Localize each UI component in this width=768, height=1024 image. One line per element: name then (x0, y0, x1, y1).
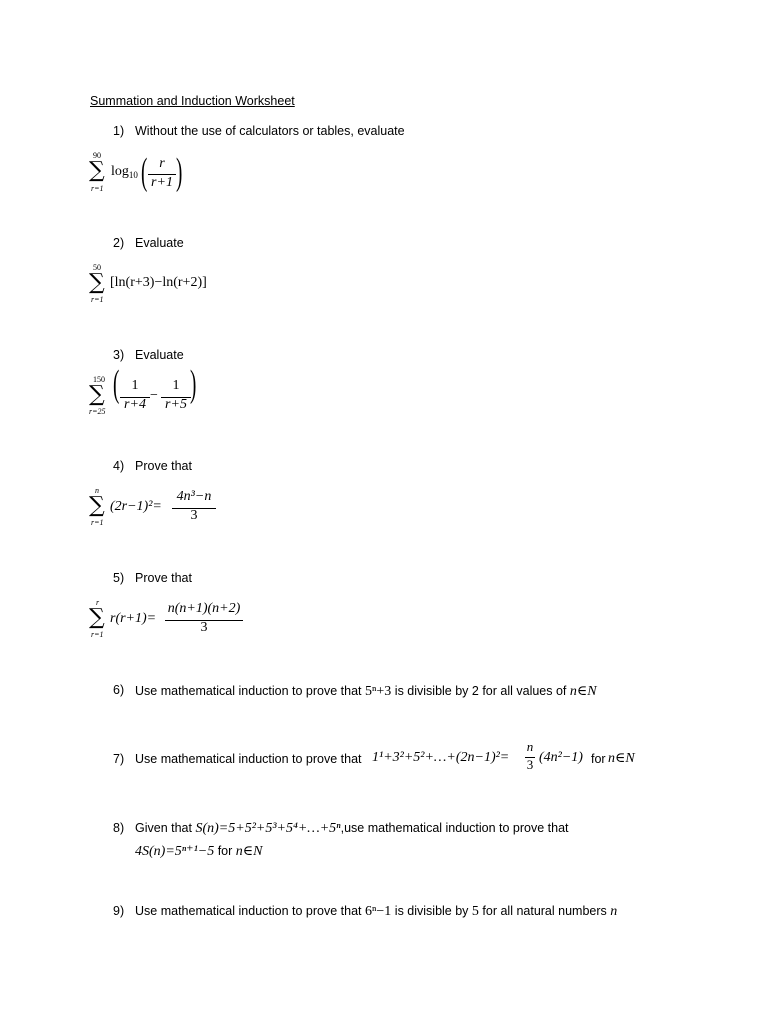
question-number: 5) (113, 571, 125, 585)
fraction-numerator: r (159, 156, 165, 171)
left-paren: ( (141, 151, 148, 193)
equation-lhs: 1¹+3²+5²+…+(2n−1)²= (372, 750, 510, 765)
sum-lower-limit: r=1 (91, 630, 104, 639)
inline-formula: 5ⁿ+3 (365, 684, 392, 699)
fraction-denominator: 3 (200, 620, 208, 635)
sum-lower-limit: r=1 (91, 518, 104, 527)
question-text-line2: 4S(n)=5ⁿ⁺¹−5 for n∈N (135, 844, 263, 859)
inline-formula: 4S(n)=5ⁿ⁺¹−5 (135, 844, 215, 859)
inline-formula: n∈N (569, 684, 597, 699)
question-text: Evaluate (135, 236, 184, 250)
fraction-numerator: n (526, 739, 534, 754)
inline-formula: n∈N (608, 751, 635, 766)
sum-upper-limit: r (96, 598, 100, 607)
fraction-numerator: n(n+1)(n+2) (167, 601, 241, 616)
summand: [ln(r+3)−ln(r+2)] (110, 275, 207, 290)
fraction-numerator: 1 (172, 378, 180, 393)
inline-formula: 6ⁿ−1 (365, 904, 392, 919)
sum-lower-limit: r=1 (91, 295, 104, 304)
question-text: Use mathematical induction to prove that (135, 752, 362, 766)
fraction-denominator: r+5 (165, 397, 187, 412)
sum-lower-limit: r=1 (91, 184, 104, 193)
question-text: for (591, 752, 606, 766)
sum-upper-limit: 150 (93, 375, 105, 384)
fraction-numerator: 4n³−n (176, 489, 212, 504)
sigma-symbol: ∑ (89, 605, 105, 630)
question-number: 4) (113, 459, 125, 473)
question-number: 6) (113, 683, 125, 697)
left-paren: ( (113, 363, 120, 405)
fraction-denominator: 3 (526, 757, 534, 772)
log-function: $\log_{10}$ (111, 164, 138, 180)
fraction-denominator: r+4 (124, 397, 146, 412)
sigma-symbol: ∑ (89, 270, 105, 295)
inline-formula: n (610, 904, 618, 919)
sigma-symbol: ∑ (89, 158, 105, 183)
question-number: 7) (113, 752, 125, 766)
question-text: Prove that (135, 459, 192, 473)
sum-lower-limit: r=25 (89, 407, 106, 416)
inline-formula: 5 (471, 904, 479, 919)
question-text: Use mathematical induction to prove that 5ⁿ+3 is divisible by 2 for all values of n∈N (135, 684, 597, 699)
equation-rhs: (4n²−1) (539, 750, 583, 765)
question-text: Prove that (135, 571, 192, 585)
sigma-symbol: ∑ (89, 382, 105, 407)
question-number: 8) (113, 821, 125, 835)
minus-sign: − (150, 388, 158, 403)
fraction-denominator: r+1 (151, 175, 173, 190)
sum-upper-limit: 90 (93, 151, 101, 160)
sum-upper-limit: 50 (93, 263, 101, 272)
question-text: Without the use of calculators or tables, evaluate (135, 124, 405, 138)
equation-lhs: (2r−1)²= (110, 499, 162, 514)
question-number: 9) (113, 904, 125, 918)
sum-upper-limit: n (95, 486, 99, 495)
question-text: Given that S(n)=5+5²+5³+5⁴+…+5ⁿ,use mathematical induction to prove that (135, 821, 569, 836)
inline-formula: S(n)=5+5²+5³+5⁴+…+5ⁿ (195, 821, 341, 836)
question-number: 2) (113, 236, 125, 250)
fraction-numerator: 1 (131, 378, 139, 393)
question-number: 1) (113, 124, 125, 138)
sigma-symbol: ∑ (89, 493, 105, 518)
right-paren: ) (190, 363, 197, 405)
question-number: 3) (113, 348, 125, 362)
inline-formula: n∈N (235, 844, 263, 859)
fraction-denominator: 3 (190, 508, 198, 523)
question-text: Use mathematical induction to prove that 6ⁿ−1 is divisible by 5 for all natural numbers n (135, 904, 618, 919)
equation-lhs: r(r+1)= (110, 611, 157, 626)
question-text: Evaluate (135, 348, 184, 362)
worksheet-title: Summation and Induction Worksheet (90, 94, 295, 108)
right-paren: ) (176, 151, 183, 193)
